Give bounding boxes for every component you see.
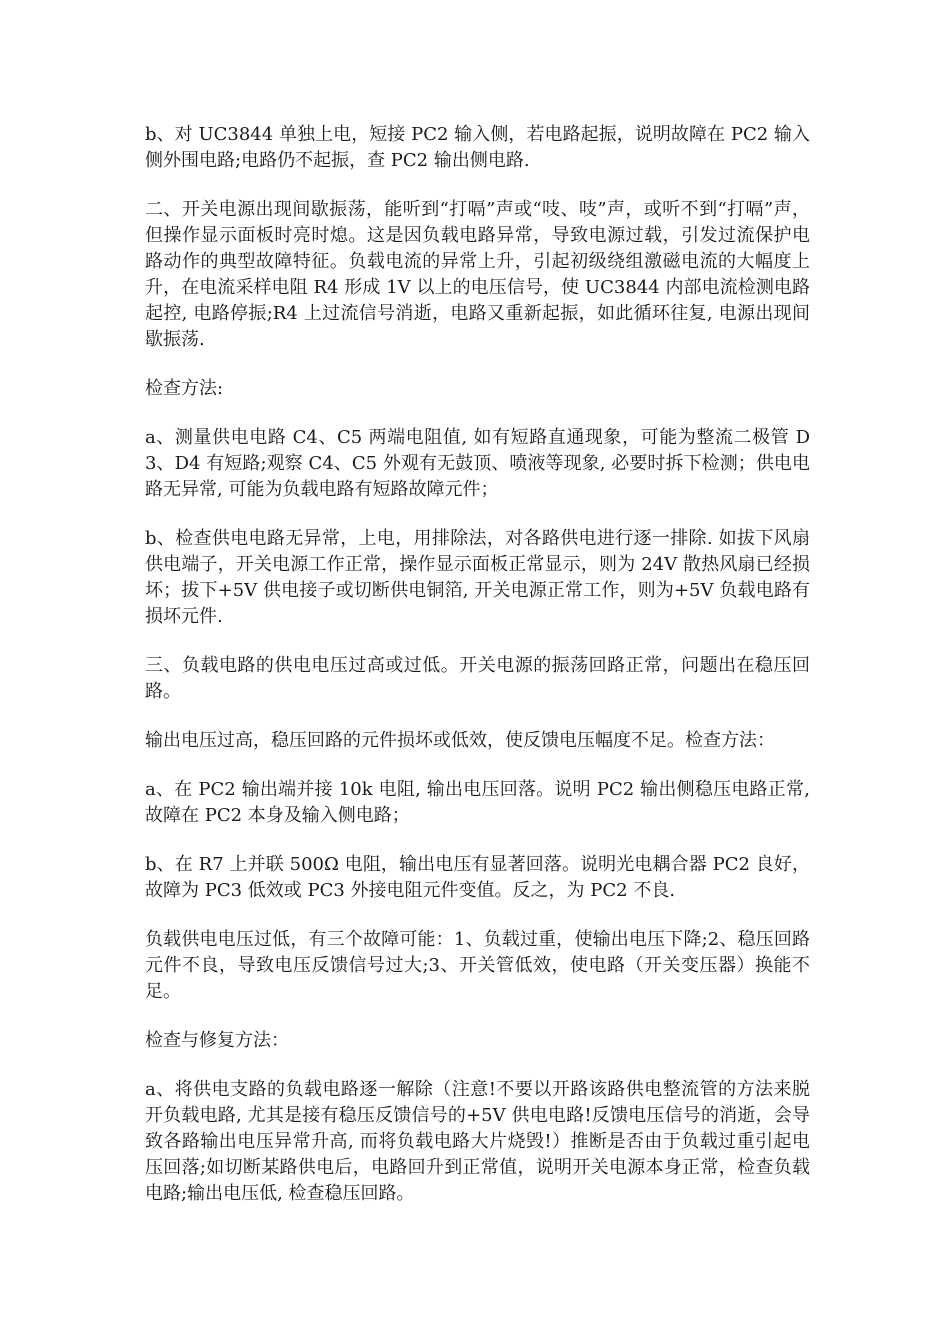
paragraph-voltage-abnormal: 三、负载电路的供电电压过高或过低。开关电源的振荡回路正常，问题出在稳压回路。 xyxy=(145,655,810,702)
paragraph-a-remove-loads: a、将供电支路的负载电路逐一解除（注意!不要以开路该路供电整流管的方法来脱开负载电路, 尤其是接有稳压反馈信号的+5V 供电电路!反馈电压信号的消逝，会导致各路输出电压异常升高, 而将负载电路大片烧毁!）推断是否由于负载过重引起电压回落;如切断某路供电后，电路回升到正常值，说明开关电源本身正常，检查负载电路;输出电压低, 检查稳压回路。 xyxy=(145,1079,810,1204)
paragraph-check-repair-heading: 检查与修复方法： xyxy=(145,1030,289,1051)
paragraph-intermittent-oscillation: 二、开关电源出现间歇振荡，能听到“打嗝”声或“吱、吱”声，或听不到“打嗝”声，但操作显示面板时亮时熄。这是因负载电路异常，导致电源过载，引发过流保护电路动作的典型故障特征。负载电流的异常上升，引起初级绕组激磁电流的大幅度上升，在电流采样电阻 R4 形成 1V 以上的电压信号，使 UC3844 内部电流检测电路起控, 电路停振;R4 上过流信号消逝，电路又重新起振，如此循环往复, 电源出现间歇振荡. xyxy=(145,199,810,350)
paragraph-b-r7-parallel: b、在 R7 上并联 500Ω 电阻，输出电压有显著回落。说明光电耦合器 PC2 良好，故障为 PC3 低效或 PC3 外接电阻元件变值。反之，为 PC2 不良. xyxy=(145,854,810,901)
paragraph-b-elimination: b、检查供电电路无异常，上电，用排除法，对各路供电进行逐一排除. 如拔下风扇供电端子，开关电源工作正常，操作显示面板正常显示，则为 24V 散热风扇已经损坏；拔下+5V 供电接子或切断供电铜箔, 开关电源正常工作，则为+5V 负载电路有损坏元件. xyxy=(145,528,810,627)
paragraph-voltage-too-high: 输出电压过高，稳压回路的元件损坏或低效，使反馈电压幅度不足。检查方法： xyxy=(145,730,775,751)
paragraph-check-method-heading: 检查方法: xyxy=(145,378,224,399)
paragraph-a-measure-supply: a、测量供电电路 C4、C5 两端电阻值, 如有短路直通现象，可能为整流二极管 D3、D4 有短路;观察 C4、C5 外观有无鼓顶、喷液等现象, 必要时拆下检测；供电电路无异常, 可能为负载电路有短路故障元件； xyxy=(145,427,810,500)
document-page xyxy=(145,122,816,1230)
paragraph-a-pc2-resistor: a、在 PC2 输出端并接 10k 电阻, 输出电压回落。说明 PC2 输出侧稳压电路正常, 故障在 PC2 本身及输入侧电路； xyxy=(145,779,816,826)
paragraph-b-uc3844-test: b、对 UC3844 单独上电，短接 PC2 输入侧，若电路起振，说明故障在 PC2 输入侧外围电路;电路仍不起振，查 PC2 输出侧电路. xyxy=(145,124,810,171)
paragraph-voltage-too-low: 负载供电电压过低，有三个故障可能：1、负载过重，使输出电压下降;2、稳压回路元件不良，导致电压反馈信号过大;3、开关管低效，使电路（开关变压器）换能不足。 xyxy=(145,929,810,1002)
